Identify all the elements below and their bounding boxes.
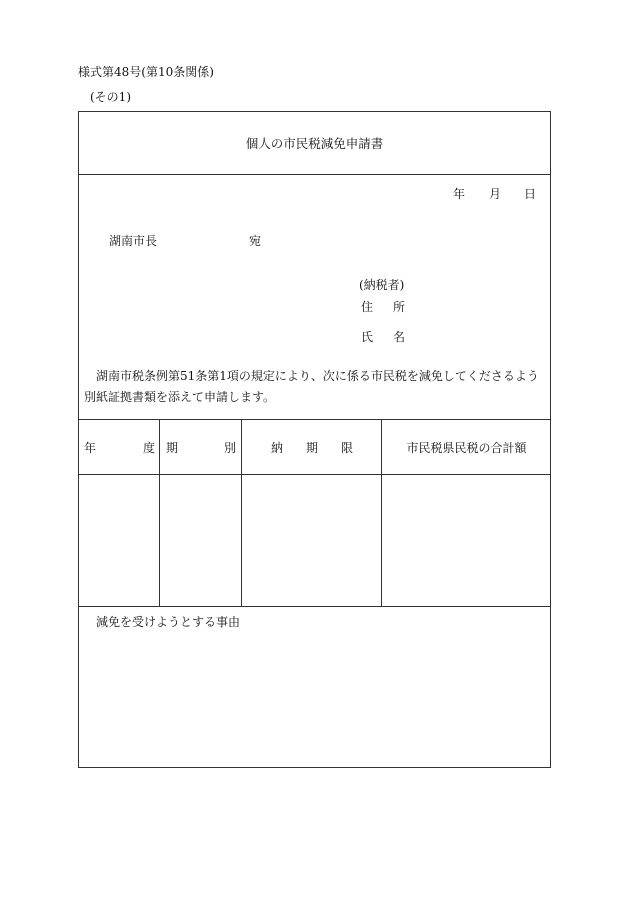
addressee-mayor: 湖南市長 <box>109 234 158 248</box>
cell-deadline[interactable] <box>242 475 381 606</box>
table-header-year <box>84 442 155 454</box>
form-number: 様式第48号(第10条関係) <box>78 65 214 79</box>
period-header-char-2: 別 <box>223 441 236 455</box>
date-year-label: 年 <box>453 187 466 201</box>
cell-period[interactable] <box>160 475 241 606</box>
name-label-char-2: 名 <box>392 330 405 344</box>
table-header-period <box>166 442 236 454</box>
deadline-header-char-3: 限 <box>340 441 353 455</box>
year-header-char-2: 度 <box>142 441 155 455</box>
reason-section[interactable] <box>79 607 550 767</box>
deadline-header-char-1: 納 <box>271 441 284 455</box>
application-statement: 湖南市税条例第51条第1項の規定により、次に係る市民税を減免してくださるよう別紙証拠書類を添えて申請します。 <box>84 369 539 404</box>
cell-year[interactable] <box>79 475 159 606</box>
title-divider <box>79 174 550 175</box>
reason-label: 減免を受けようとする事由 <box>96 615 241 629</box>
address-label-char-1: 住 <box>361 300 374 314</box>
date-day-label: 日 <box>524 187 537 201</box>
form-title: 個人の市民税減免申請書 <box>245 136 384 151</box>
form-sub-number: (その1) <box>90 90 131 104</box>
taxpayer-label: (納税者) <box>359 278 405 292</box>
table-top-border <box>79 419 550 420</box>
deadline-header-char-2: 期 <box>305 441 318 455</box>
taxpayer-address-label <box>361 301 405 313</box>
address-label-char-2: 所 <box>392 300 405 314</box>
period-header-char-1: 期 <box>166 441 179 455</box>
year-header-char-1: 年 <box>84 441 97 455</box>
addressee-honorific: 宛 <box>249 234 262 248</box>
name-label-char-1: 氏 <box>361 330 374 344</box>
taxpayer-name-label <box>361 331 405 343</box>
date-month-label: 月 <box>489 187 502 201</box>
table-header-total: 市民税県民税の合計額 <box>406 441 527 455</box>
table-header-deadline <box>271 442 353 454</box>
application-form <box>78 111 551 768</box>
cell-total[interactable] <box>382 475 551 606</box>
